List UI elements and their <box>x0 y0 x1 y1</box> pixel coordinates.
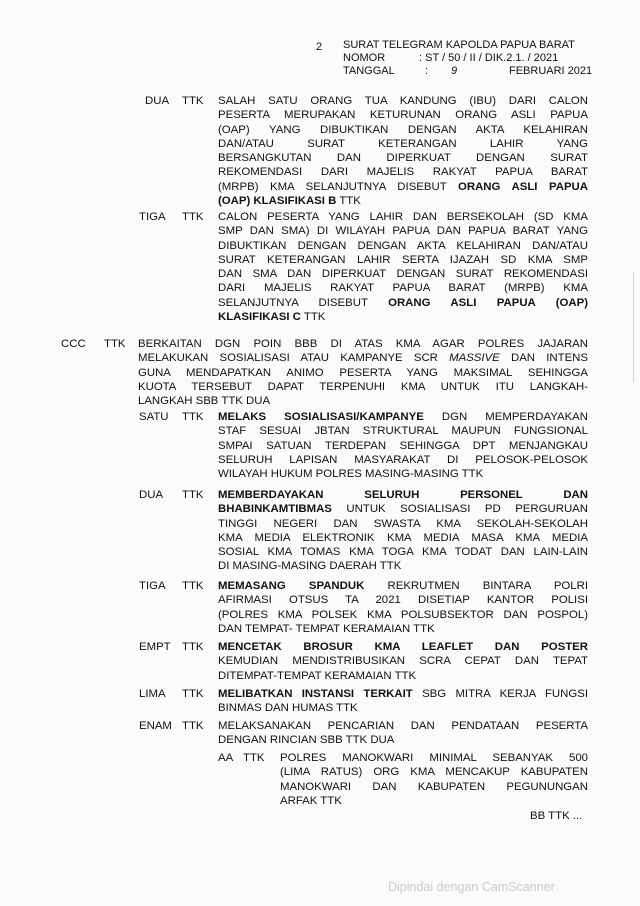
item-empt: MENCETAK BROSUR KMA LEAFLET DAN POSTER KEMUDIAN MENDISTRIBUSIKAN SCRA CEPAT DAN TEPAT DITEMPAT-TEMPAT KERAMAIAN TTK <box>218 641 588 682</box>
paragraph-tiga: CALON PESERTA YANG LAHIR DAN BERSEKOLAH (SD KMA SMP DAN SMA) DI WILAYAH PAPUA DAN PAPUA BARAT YANG DIBUKTIKAN DENGAN DENGAN AKTA KELAHIRAN DAN/ATAU SURAT KETERANGAN LAHIR SERTA IJAZAH SD KMA SMP DAN SMA DAN DIPERKUAT DENGAN SURAT REKOMENDASI DARI MAJELIS RAKYAT PAPUA BARAT (MRPB) KMA SELANJUTNYA DISEBUT ORANG ASLI PAPUA (OAP) KLASIFIKASI C TTK <box>218 211 588 324</box>
letter-title: SURAT TELEGRAM KAPOLDA PAPUA BARAT <box>343 39 575 51</box>
item-num-tiga: TIGA <box>139 580 166 592</box>
scan-edge <box>633 272 634 382</box>
section-ttk: TTK <box>104 338 126 350</box>
continuation-marker: BB TTK ... <box>530 810 583 822</box>
item-tiga: MEMASANG SPANDUK REKRUTMEN BINTARA POLRI AFIRMASI OTSUS TA 2021 DISETIAP KANTOR POLISI (POLRES KMA POLSEK KMA POLSUBSEKTOR DAN POSPOL) DAN TEMPAT- TEMPAT KERAMAIAN TTK <box>218 580 589 635</box>
item-num-enam: ENAM <box>139 720 172 732</box>
item-num-lima: LIMA <box>139 688 166 700</box>
item-num-satu: SATU <box>139 411 169 423</box>
nomor-line: NOMOR : ST / 50 / II / DIK.2.1. / 2021 <box>343 52 559 64</box>
item-satu: MELAKS SOSIALISASI/KAMPANYE DGN MEMPERDAYAKAN STAF SESUAI JBTAN STRUKTURAL MAUPUN FUNGSIONAL SMPAI SATUAN TERDEPAN SEHINGGA DPT MENJANGKAU SELURUH LAPISAN MASYARAKAT DI PELOSOK-PELOSOK WILAYAH HUKUM POLRES MASING-MASING TTK <box>218 411 588 481</box>
item-ttk: TTK <box>182 688 204 700</box>
item-ttk: TTK <box>182 489 204 501</box>
item-ttk: TTK <box>182 641 204 653</box>
scanner-watermark: Dipindai dengan CamScanner <box>388 880 555 894</box>
section-ttk: TTK <box>182 95 204 107</box>
item-num-dua: DUA <box>139 489 164 501</box>
item-ttk: TTK <box>182 580 204 592</box>
item-enam: MELAKSANAKAN PENCARIAN DAN PENDATAAN PESERTA DENGAN RINCIAN SBB TTK DUA <box>218 720 588 747</box>
tanggal-line: TANGGAL : 9 FEBRUARI 2021 <box>343 65 593 77</box>
item-num-empt: EMPT <box>139 641 171 653</box>
paragraph-dua: SALAH SATU ORANG TUA KANDUNG (IBU) DARI CALON PESERTA MERUPAKAN KETURUNAN ORANG ASLI PAPUA (OAP) YANG DIBUKTIKAN DENGAN AKTA KELAHIRAN DAN/ATAU SURAT KETERANGAN LAHIR YANG BERSANGKUTAN DAN DIPERKUAT DENGAN SURAT REKOMENDASI DARI MAJELIS RAKYAT PAPUA BARAT (MRPB) KMA SELANJUTNYA DISEBUT ORANG ASLI PAPUA (OAP) KLASIFIKASI B TTK <box>218 95 588 208</box>
item-ttk: TTK <box>182 411 204 423</box>
subitem-ttk: TTK <box>243 752 265 764</box>
section-num-tiga: TIGA <box>139 211 166 223</box>
item-dua: MEMBERDAYAKAN SELURUH PERSONEL DAN BHABINKAMTIBMAS UNTUK SOSIALISASI PD PERGURUAN TINGGI NEGERI DAN SWASTA KMA SEKOLAH-SEKOLAH KMA MEDIA ELEKTRONIK KMA MEDIA MASA KMA MEDIA SOSIAL KMA TOMAS KMA TOGA KMA TODAT DAN LAIN-LAIN DI MASING-MASING DAERAH TTK <box>218 489 588 573</box>
section-num-ccc: CCC <box>61 338 86 350</box>
item-ttk: TTK <box>182 720 204 732</box>
subitem-num-aa: AA <box>218 752 234 764</box>
item-lima: MELIBATKAN INSTANSI TERKAIT SBG MITRA KERJA FUNGSI BINMAS DAN HUMAS TTK <box>218 688 588 715</box>
page-number: 2 <box>316 41 323 53</box>
section-ttk: TTK <box>182 211 204 223</box>
section-num-dua: DUA <box>145 95 170 107</box>
subitem-aa: POLRES MANOKWARI MINIMAL SEBANYAK 500 (LIMA RATUS) ORG KMA MENCAKUP KABUPATEN MANOKWARI DAN KABUPATEN PEGUNUNGAN ARFAK TTK <box>280 752 588 807</box>
paragraph-ccc: BERKAITAN DGN POIN BBB DI ATAS KMA AGAR POLRES JAJARAN MELAKUKAN SOSIALISASI ATAU KAMPANYE SCR MASSIVE DAN INTENS GUNA MENDAPATKAN ANIMO PESERTA YANG MAKSIMAL SEHINGGA KUOTA TERSEBUT DAPAT TERPENUHI KMA UNTUK ITU LANGKAH- LANGKAH SBB TTK DUA <box>138 338 588 408</box>
